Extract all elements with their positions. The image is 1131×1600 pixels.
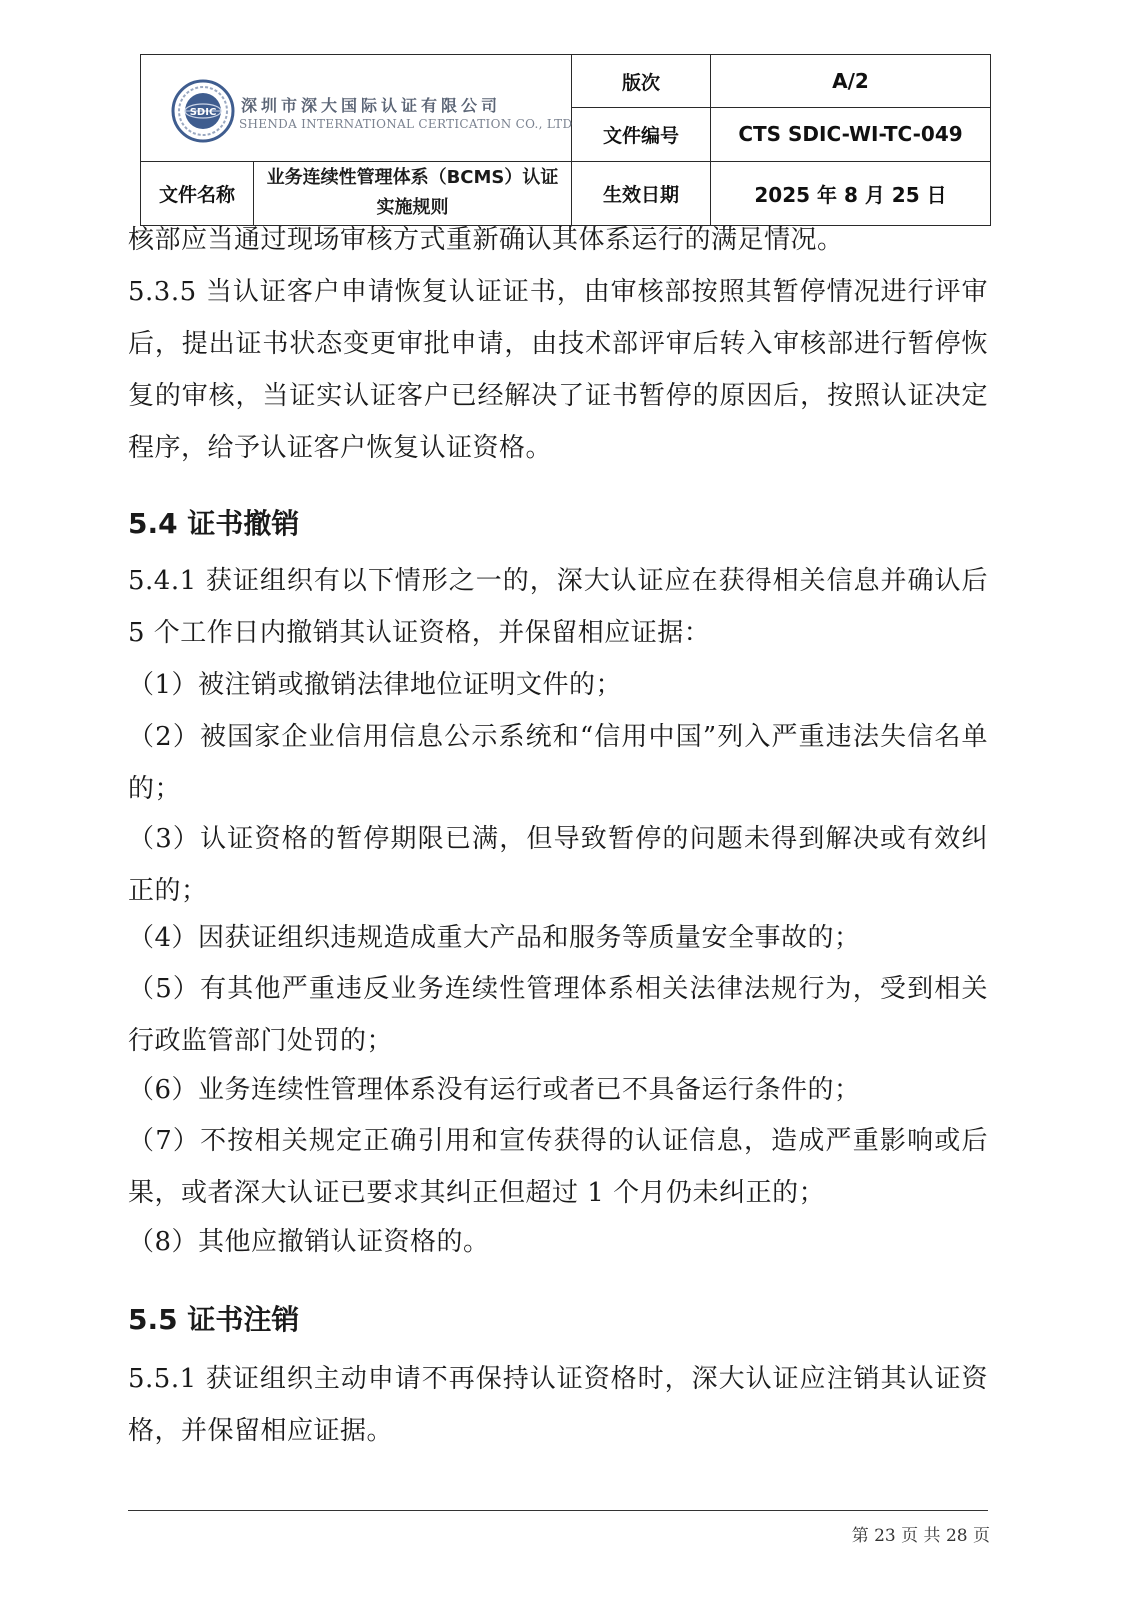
list-item-7: （7）不按相关规定正确引用和宣传获得的认证信息，造成严重影响或后果，或者深大认证已要求其纠正但超过 1 个月仍未纠正的； <box>128 1126 988 1208</box>
list-item-1: （1）被注销或撤销法律地位证明文件的； <box>128 670 623 700</box>
section-heading-5-5: 5.5 证书注销 <box>128 1303 300 1336</box>
effective-date-value: 2025 年 8 月 25 日 <box>711 161 991 225</box>
version-value: A/2 <box>711 55 991 108</box>
company-logo-icon <box>171 79 235 143</box>
list-item-4: （4）因获证组织违规造成重大产品和服务等质量安全事故的； <box>128 923 861 953</box>
list-item-6: （6）业务连续性管理体系没有运行或者已不具备运行条件的； <box>128 1075 861 1105</box>
company-name-en: SHENDA INTERNATIONAL CERTICATION CO., LTD <box>239 117 573 131</box>
company-logo-cell <box>141 55 572 162</box>
footer-divider <box>128 1510 988 1511</box>
paragraph-5-3-5: 5.3.5 当认证客户申请恢复认证证书，由审核部按照其暂停情况进行评审后，提出证书状态变更审批申请，由技术部评审后转入审核部进行暂停恢复的审核，当证实认证客户已经解决了证书暂停的原因后，按照认证决定程序，给予认证客户恢复认证资格。 <box>128 277 988 463</box>
list-item-2: （2）被国家企业信用信息公示系统和“信用中国”列入严重违法失信名单的； <box>128 722 988 804</box>
doc-number-value: CTS SDIC-WI-TC-049 <box>711 108 991 161</box>
doc-number-label: 文件编号 <box>572 108 711 161</box>
logo-text: SDIC <box>189 107 217 118</box>
section-heading-5-4: 5.4 证书撤销 <box>128 507 300 540</box>
paragraph-5-5-1: 5.5.1 获证组织主动申请不再保持认证资格时，深大认证应注销其认证资格，并保留相应证据。 <box>128 1364 988 1446</box>
doc-name-label: 文件名称 <box>141 161 254 225</box>
effective-date-label: 生效日期 <box>572 161 711 225</box>
list-item-3: （3）认证资格的暂停期限已满，但导致暂停的问题未得到解决或有效纠正的； <box>128 824 988 906</box>
document-header-table <box>140 54 991 226</box>
doc-name-value: 业务连续性管理体系（BCMS）认证实施规则 <box>254 161 572 225</box>
list-item-5: （5）有其他严重违反业务连续性管理体系相关法律法规行为，受到相关行政监管部门处罚的； <box>128 974 988 1056</box>
version-label: 版次 <box>572 55 711 108</box>
list-item-8: （8）其他应撤销认证资格的。 <box>128 1227 490 1257</box>
page-number: 第 23 页 共 28 页 <box>851 1526 990 1546</box>
company-name-cn: 深圳市深大国际认证有限公司 <box>241 96 502 115</box>
paragraph-continuation: 核部应当通过现场审核方式重新确认其体系运行的满足情况。 <box>128 225 844 255</box>
paragraph-5-4-1: 5.4.1 获证组织有以下情形之一的，深大认证应在获得相关信息并确认后 5 个工作日内撤销其认证资格，并保留相应证据： <box>128 566 988 648</box>
